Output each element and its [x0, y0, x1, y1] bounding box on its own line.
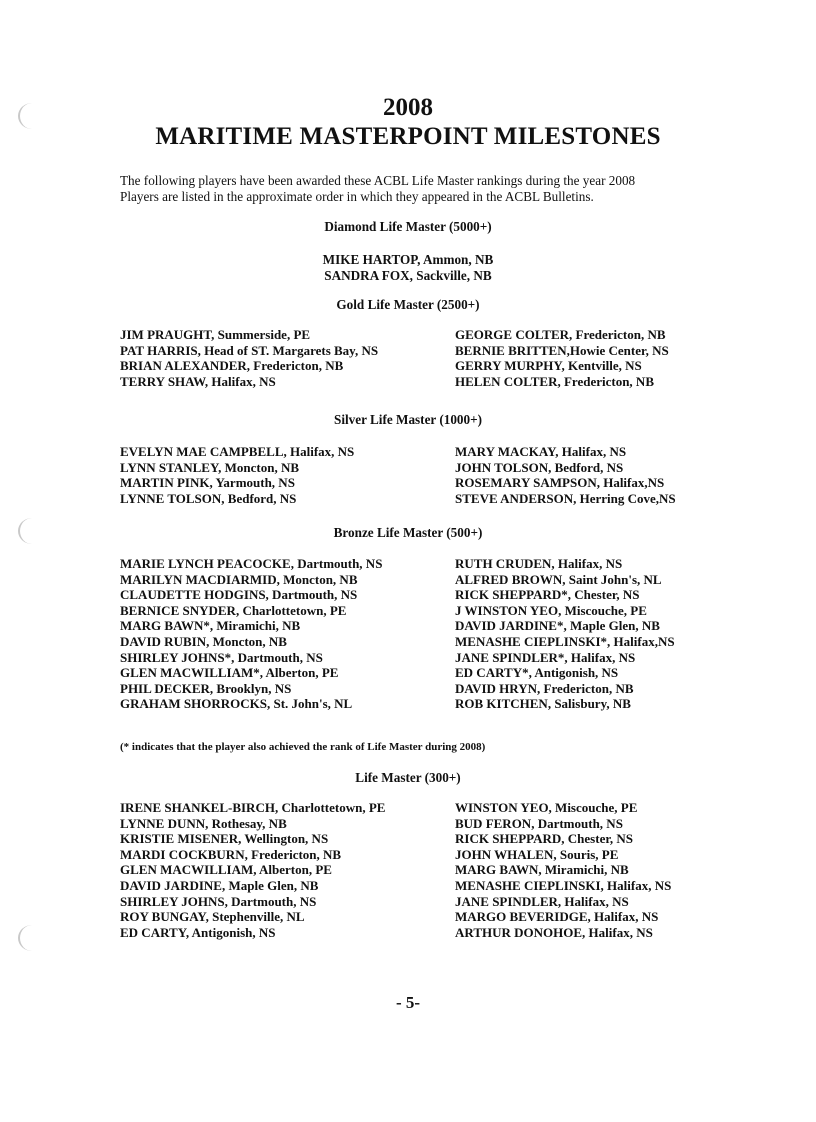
bronze-row: [120, 603, 700, 619]
player-right: JANE SPINDLER, Halifax, NS: [455, 893, 629, 909]
player-left: DAVID JARDINE, Maple Glen, NB: [120, 877, 319, 893]
player-right: WINSTON YEO, Miscouche, PE: [455, 800, 638, 815]
bronze-row: [120, 572, 700, 588]
player-right: ALFRED BROWN, Saint John's, NL: [455, 571, 662, 587]
player-right: HELEN COLTER, Fredericton, NB: [455, 373, 654, 389]
player-left: MARG BAWN*, Miramichi, NB: [120, 618, 301, 634]
player-left: GLEN MACWILLIAM*, Alberton, PE: [120, 665, 339, 681]
bronze-row: [120, 696, 700, 712]
player-left: GLEN MACWILLIAM, Alberton, PE: [120, 862, 332, 878]
player-left: IRENE SHANKEL-BIRCH, Charlottetown, PE: [120, 800, 386, 815]
player-left: SHIRLEY JOHNS, Dartmouth, NS: [120, 893, 317, 909]
life-row: [120, 925, 700, 941]
life-master-list: [120, 800, 700, 940]
silver-heading: Silver Life Master (1000+): [333, 412, 483, 427]
player-right: RICK SHEPPARD, Chester, NS: [455, 831, 634, 847]
bronze-row: [120, 681, 700, 697]
player-right: ROB KITCHEN, Salisbury, NB: [455, 696, 631, 712]
player-right: MENASHE CIEPLINSKI*, Halifax,NS: [455, 633, 675, 649]
player-left: DAVID RUBIN, Moncton, NB: [120, 633, 287, 649]
life-row: [120, 800, 700, 816]
player-left: EVELYN MAE CAMPBELL, Halifax, NS: [120, 444, 355, 459]
life-row: [120, 831, 700, 847]
page-title: MARITIME MASTERPOINT MILESTONES: [155, 123, 661, 150]
life-master-heading: Life Master (300+): [355, 770, 461, 785]
player-right: RUTH CRUDEN, Halifax, NS: [455, 556, 623, 571]
player-right: GEORGE COLTER, Fredericton, NB: [455, 327, 666, 342]
player-right: JOHN WHALEN, Souris, PE: [455, 846, 619, 862]
page-number: - 5-: [395, 993, 421, 1012]
player-right: MARG BAWN, Miramichi, NB: [455, 862, 629, 878]
player-left: LYNNE TOLSON, Bedford, NS: [120, 490, 297, 506]
bronze-row: [120, 556, 700, 572]
life-row: [120, 909, 700, 925]
player-left: MARTIN PINK, Yarmouth, NS: [120, 475, 295, 491]
player-left: GRAHAM SHORROCKS, St. John's, NL: [120, 696, 353, 712]
intro-text-line-1: The following players have been awarded these ACBL Life Master rankings during the year 2008: [120, 173, 636, 188]
player-right: ARTHUR DONOHOE, Halifax, NS: [455, 924, 653, 940]
player-left: BERNICE SNYDER, Charlottetown, PE: [120, 602, 347, 618]
silver-row: [120, 460, 700, 476]
player-right: MENASHE CIEPLINSKI, Halifax, NS: [455, 877, 672, 893]
player-right: JANE SPINDLER*, Halifax, NS: [455, 649, 636, 665]
life-row: [120, 862, 700, 878]
player-left: ROY BUNGAY, Stephenville, NL: [120, 909, 305, 925]
bronze-row: [120, 618, 700, 634]
binder-hole-mark: [18, 925, 46, 951]
player-left: BRIAN ALEXANDER, Fredericton, NB: [120, 358, 344, 374]
player-left: KRISTIE MISENER, Wellington, NS: [120, 831, 329, 847]
silver-list: [120, 444, 700, 506]
player-right: ED CARTY*, Antigonish, NS: [455, 665, 619, 681]
player-left: TERRY SHAW, Halifax, NS: [120, 373, 276, 389]
intro-text-line-2: Players are listed in the approximate order in which they appeared in the ACBL Bulletins.: [120, 189, 594, 204]
bronze-heading: Bronze Life Master (500+): [333, 525, 483, 540]
player-left: MARDI COCKBURN, Fredericton, NB: [120, 846, 342, 862]
bronze-row: [120, 650, 700, 666]
player-left: MARILYN MACDIARMID, Moncton, NB: [120, 571, 358, 587]
player-right: ROSEMARY SAMPSON, Halifax,NS: [455, 475, 665, 491]
bronze-row: [120, 665, 700, 681]
player-right: J WINSTON YEO, Miscouche, PE: [455, 602, 647, 618]
silver-row: [120, 475, 700, 491]
life-row: [120, 878, 700, 894]
player-left: PAT HARRIS, Head of ST. Margarets Bay, NS: [120, 342, 379, 358]
player-right: JOHN TOLSON, Bedford, NS: [455, 459, 624, 475]
player-left: ED CARTY, Antigonish, NS: [120, 924, 276, 940]
life-row: [120, 816, 700, 832]
bronze-row: [120, 634, 700, 650]
gold-heading: Gold Life Master (2500+): [336, 297, 480, 312]
player-right: BERNIE BRITTEN,Howie Center, NS: [455, 342, 669, 358]
player-left: JIM PRAUGHT, Summerside, PE: [120, 327, 311, 342]
player-right: BUD FERON, Dartmouth, NS: [455, 815, 623, 831]
gold-row: [120, 374, 700, 390]
life-row: [120, 894, 700, 910]
diamond-player: SANDRA FOX, Sackville, NB: [324, 268, 492, 283]
player-right: DAVID JARDINE*, Maple Glen, NB: [455, 618, 660, 634]
player-left: PHIL DECKER, Brooklyn, NS: [120, 680, 292, 696]
player-right: MARY MACKAY, Halifax, NS: [455, 444, 627, 459]
diamond-heading: Diamond Life Master (5000+): [324, 219, 492, 234]
gold-row: [120, 327, 700, 343]
player-right: DAVID HRYN, Fredericton, NB: [455, 680, 634, 696]
diamond-player: MIKE HARTOP, Ammon, NB: [322, 252, 494, 267]
player-right: RICK SHEPPARD*, Chester, NS: [455, 587, 640, 603]
player-left: CLAUDETTE HODGINS, Dartmouth, NS: [120, 587, 358, 603]
footnote: (* indicates that the player also achieved the rank of Life Master during 2008): [120, 741, 486, 753]
bronze-row: [120, 587, 700, 603]
player-left: LYNNE DUNN, Rothesay, NB: [120, 815, 287, 831]
player-right: STEVE ANDERSON, Herring Cove,NS: [455, 490, 676, 506]
life-row: [120, 847, 700, 863]
player-left: SHIRLEY JOHNS*, Dartmouth, NS: [120, 649, 323, 665]
gold-list: [120, 327, 700, 389]
silver-row: [120, 444, 700, 460]
gold-row: [120, 358, 700, 374]
bronze-list: [120, 556, 700, 712]
title-year: 2008: [383, 94, 433, 121]
player-right: GERRY MURPHY, Kentville, NS: [455, 358, 642, 374]
player-right: MARGO BEVERIDGE, Halifax, NS: [455, 909, 659, 925]
player-left: LYNN STANLEY, Moncton, NB: [120, 459, 300, 475]
player-left: MARIE LYNCH PEACOCKE, Dartmouth, NS: [120, 556, 383, 571]
gold-row: [120, 343, 700, 359]
silver-row: [120, 491, 700, 507]
